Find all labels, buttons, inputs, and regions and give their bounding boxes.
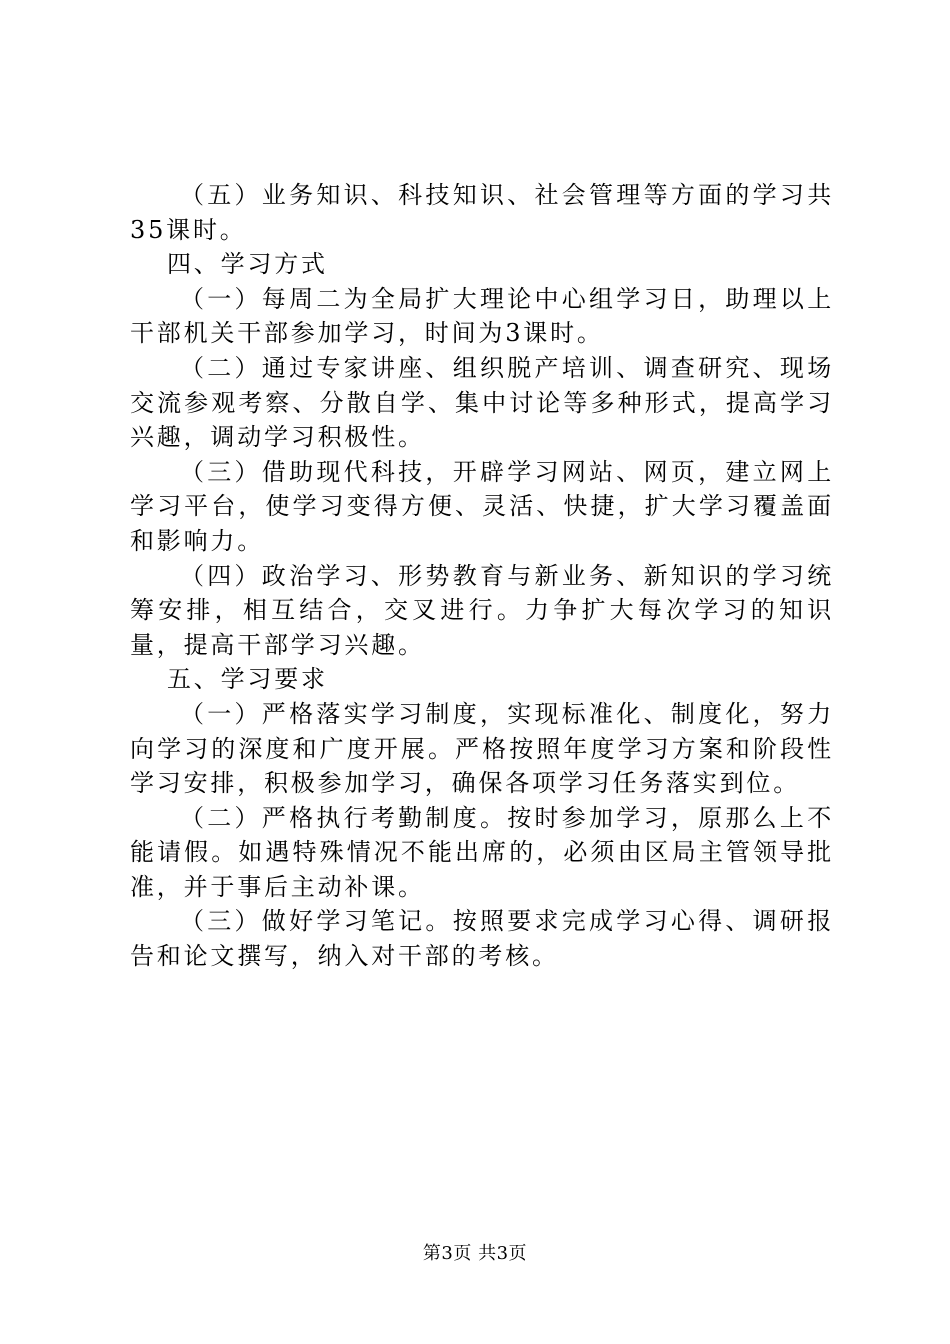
document-body (130, 178, 834, 974)
paragraph-5-business-knowledge: （五）业务知识、科技知识、社会管理等方面的学习共35课时。 (130, 181, 834, 244)
page-footer: 第3页 共3页 (422, 1243, 528, 1264)
paragraph-method-3: （三）借助现代科技，开辟学习网站、网页，建立网上学习平台，使学习变得方便、灵活、快捷，扩大学习覆盖面和影响力。 (130, 457, 834, 555)
paragraph-requirement-3: （三）做好学习笔记。按照要求完成学习心得、调研报告和论文撰写，纳入对干部的考核。 (130, 907, 834, 971)
paragraph-requirement-1: （一）严格落实学习制度，实现标准化、制度化，努力向学习的深度和广度开展。严格按照年度学习方案和阶段性学习安排，积极参加学习，确保各项学习任务落实到位。 (130, 699, 834, 798)
section-heading-study-requirements: 五、学习要求 (167, 665, 328, 694)
paragraph-requirement-2: （二）严格执行考勤制度。按时参加学习，原那么上不能请假。如遇特殊情况不能出席的，必须由区局主管领导批准，并于事后主动补课。 (130, 803, 834, 901)
paragraph-method-4: （四）政治学习、形势教育与新业务、新知识的学习统筹安排，相互结合，交叉进行。力争扩大每次学习的知识量，提高干部学习兴趣。 (130, 561, 834, 659)
section-heading-study-methods: 四、学习方式 (167, 250, 328, 279)
paragraph-method-1: （一）每周二为全局扩大理论中心组学习日，助理以上干部机关干部参加学习，时间为3课时。 (130, 284, 834, 348)
paragraph-method-2: （二）通过专家讲座、组织脱产培训、调查研究、现场交流参观考察、分散自学、集中讨论等多种形式，提高学习兴趣，调动学习积极性。 (130, 353, 834, 452)
